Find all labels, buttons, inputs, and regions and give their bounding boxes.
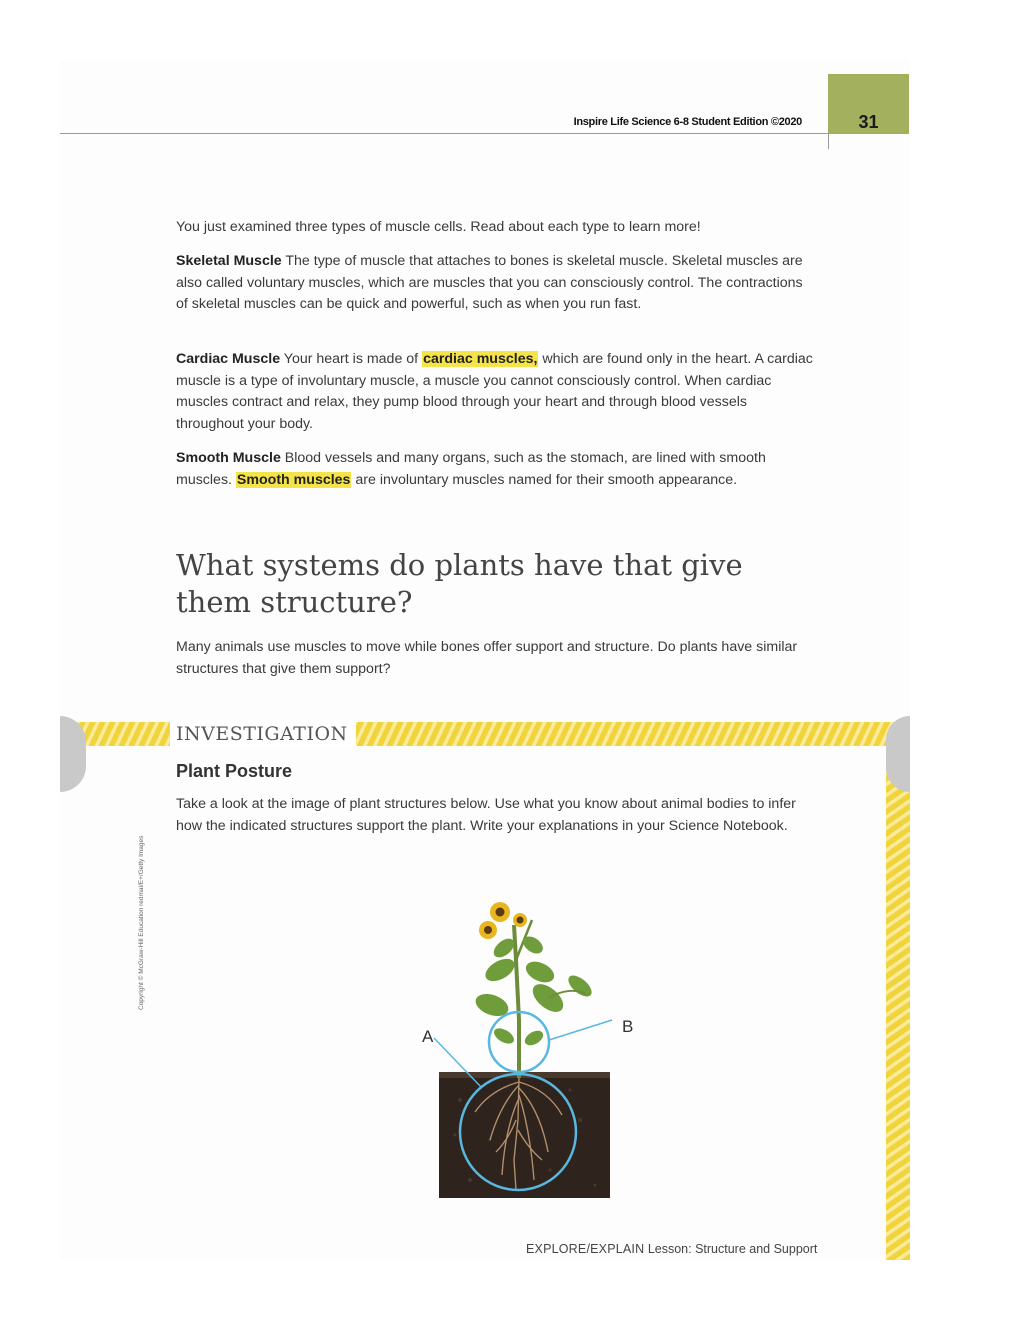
label-b: B bbox=[622, 1017, 634, 1036]
cardiac-text-after: which are found only in the heart. A cardiac muscle is a type of involuntary muscle, a muscle you cannot consciously control. When cardiac muscles contract and relax, they pump blood through your heart and through blood vessels throughout your body. bbox=[176, 351, 813, 432]
cardiac-term: Cardiac Muscle bbox=[176, 351, 281, 367]
header-tick bbox=[828, 133, 829, 149]
smooth-term: Smooth Muscle bbox=[176, 450, 281, 466]
footer-lesson: Lesson: Structure and Support bbox=[647, 1242, 818, 1256]
footer-tag: EXPLORE/EXPLAIN bbox=[526, 1242, 645, 1256]
page-number: 31 bbox=[858, 112, 879, 132]
soil bbox=[439, 1072, 610, 1198]
skeletal-paragraph bbox=[176, 251, 816, 316]
smooth-text-after: are involuntary muscles named for their smooth appearance. bbox=[351, 471, 738, 488]
investigation-title: Plant Posture bbox=[176, 761, 293, 781]
sunflower-heads bbox=[479, 902, 527, 939]
right-tab-marker bbox=[886, 716, 910, 792]
skeletal-text: The type of muscle that attaches to bones is skeletal muscle. Skeletal muscles are also called voluntary muscles, which are muscles that you can consciously control. The contractions of skeletal muscles can be quick and powerful, such as when you run fast. bbox=[176, 253, 803, 313]
smooth-highlight: Smooth muscles bbox=[236, 471, 351, 488]
footer bbox=[526, 1242, 817, 1256]
leader-line-b bbox=[549, 1020, 612, 1040]
skeletal-term: Skeletal Muscle bbox=[176, 253, 282, 269]
section-text: Many animals use muscles to move while bones offer support and structure. Do plants have similar structures that give them support? bbox=[176, 639, 798, 677]
investigation-label: INVESTIGATION bbox=[176, 723, 348, 745]
plant-structures-photo bbox=[422, 890, 634, 1210]
cardiac-paragraph bbox=[176, 349, 816, 435]
cardiac-highlight: cardiac muscles, bbox=[423, 351, 538, 367]
investigation-text: Take a look at the image of plant structures below. Use what you know about animal bodies to infer how the indicated structures support the plant. Write your explanations in your Science Notebook. bbox=[176, 796, 796, 834]
copyright-credit: Copyright © McGraw-Hill Education redmal/E+/Getty Images bbox=[138, 835, 145, 1010]
header-rule bbox=[60, 133, 830, 134]
investigation-side-stripe bbox=[886, 746, 910, 1260]
label-a: A bbox=[422, 1027, 434, 1046]
intro-text: You just examined three types of muscle cells. Read about each type to learn more! bbox=[176, 219, 701, 235]
smooth-text-before: Blood vessels and many organs, such as the stomach, are lined with smooth muscles. bbox=[176, 450, 766, 488]
smooth-paragraph bbox=[176, 448, 816, 491]
cardiac-text-before: Your heart is made of bbox=[280, 351, 423, 367]
section-heading: What systems do plants have that give them structure? bbox=[176, 548, 743, 619]
book-title: Inspire Life Science 6-8 Student Edition ©2020 bbox=[573, 116, 802, 128]
stem bbox=[514, 925, 519, 1078]
